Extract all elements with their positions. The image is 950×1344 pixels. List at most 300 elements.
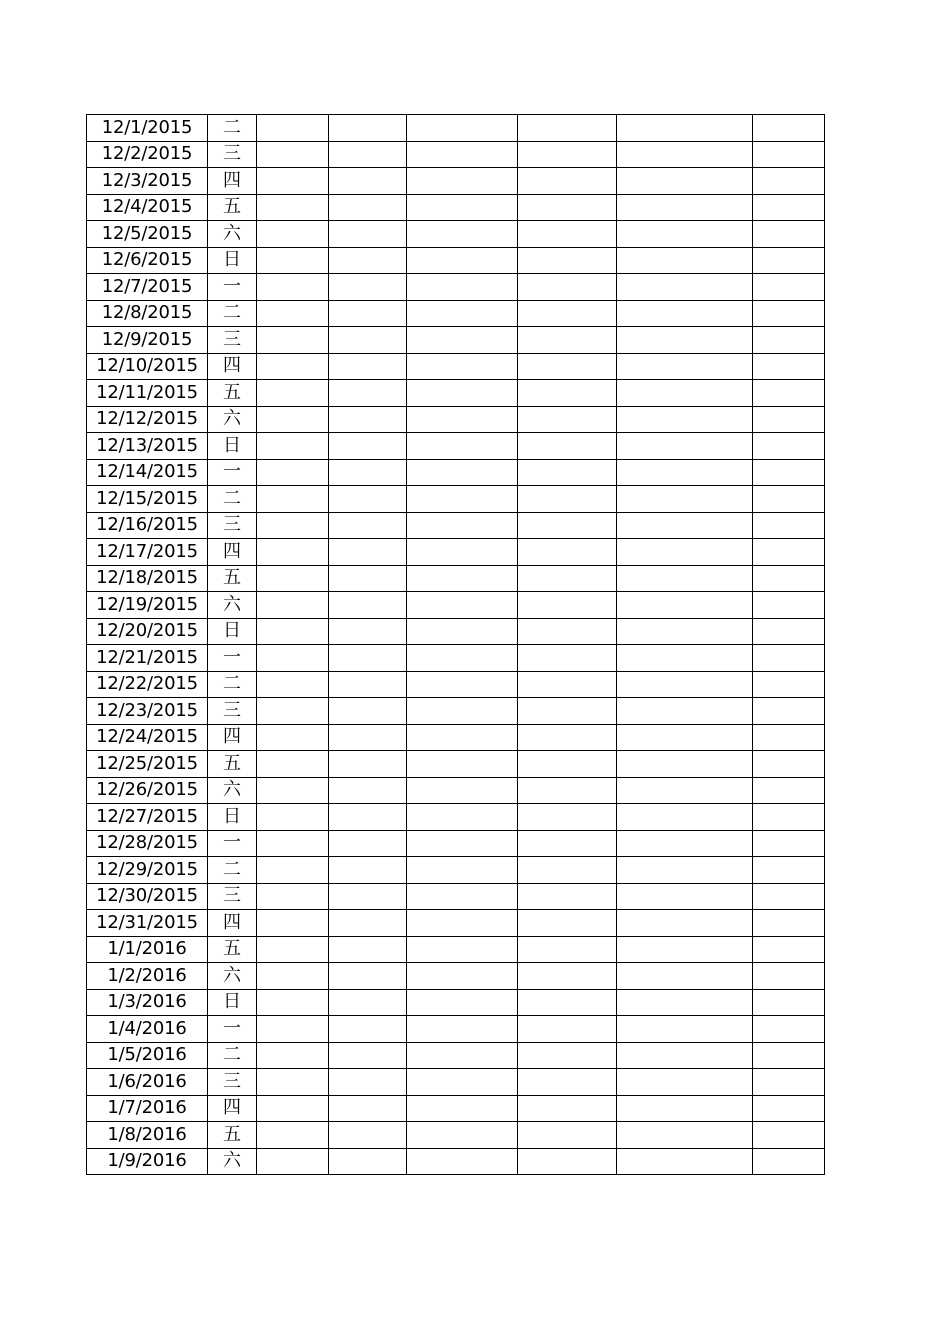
empty-cell — [518, 804, 617, 831]
empty-cell — [753, 459, 825, 486]
empty-cell — [617, 539, 753, 566]
date-cell: 1/9/2016 — [87, 1148, 208, 1175]
empty-cell — [407, 194, 518, 221]
empty-cell — [617, 883, 753, 910]
empty-cell — [329, 274, 407, 301]
empty-cell — [407, 618, 518, 645]
table-row — [87, 300, 825, 327]
empty-cell — [617, 1148, 753, 1175]
empty-cell — [617, 910, 753, 937]
empty-cell — [518, 300, 617, 327]
empty-cell — [518, 777, 617, 804]
empty-cell — [257, 353, 329, 380]
empty-cell — [329, 1148, 407, 1175]
date-cell: 12/6/2015 — [87, 247, 208, 274]
empty-cell — [518, 989, 617, 1016]
empty-cell — [617, 459, 753, 486]
weekday-cell: 六 — [208, 1148, 257, 1175]
empty-cell — [518, 115, 617, 142]
empty-cell — [257, 777, 329, 804]
empty-cell — [407, 327, 518, 354]
empty-cell — [329, 486, 407, 513]
empty-cell — [329, 777, 407, 804]
empty-cell — [257, 989, 329, 1016]
schedule-table — [86, 114, 825, 1175]
empty-cell — [753, 141, 825, 168]
empty-cell — [329, 698, 407, 725]
empty-cell — [257, 857, 329, 884]
empty-cell — [407, 830, 518, 857]
empty-cell — [518, 592, 617, 619]
empty-cell — [329, 565, 407, 592]
empty-cell — [617, 1016, 753, 1043]
empty-cell — [329, 406, 407, 433]
table-row — [87, 565, 825, 592]
empty-cell — [518, 1095, 617, 1122]
table-row — [87, 592, 825, 619]
empty-cell — [518, 963, 617, 990]
empty-cell — [257, 115, 329, 142]
table-row — [87, 115, 825, 142]
weekday-cell: 四 — [208, 168, 257, 195]
empty-cell — [329, 539, 407, 566]
table-body — [87, 115, 825, 1175]
empty-cell — [407, 168, 518, 195]
table-row — [87, 1016, 825, 1043]
weekday-cell: 五 — [208, 194, 257, 221]
empty-cell — [753, 221, 825, 248]
empty-cell — [257, 327, 329, 354]
empty-cell — [617, 804, 753, 831]
empty-cell — [329, 936, 407, 963]
empty-cell — [329, 618, 407, 645]
table-row — [87, 1148, 825, 1175]
empty-cell — [617, 406, 753, 433]
date-cell: 12/13/2015 — [87, 433, 208, 460]
empty-cell — [407, 804, 518, 831]
empty-cell — [753, 989, 825, 1016]
weekday-cell: 三 — [208, 512, 257, 539]
empty-cell — [329, 1016, 407, 1043]
empty-cell — [518, 141, 617, 168]
empty-cell — [753, 883, 825, 910]
empty-cell — [753, 857, 825, 884]
empty-cell — [518, 565, 617, 592]
table-row — [87, 751, 825, 778]
date-cell: 12/19/2015 — [87, 592, 208, 619]
empty-cell — [753, 512, 825, 539]
empty-cell — [407, 883, 518, 910]
empty-cell — [329, 380, 407, 407]
empty-cell — [753, 751, 825, 778]
empty-cell — [617, 963, 753, 990]
empty-cell — [407, 936, 518, 963]
empty-cell — [518, 883, 617, 910]
empty-cell — [407, 274, 518, 301]
weekday-cell: 三 — [208, 1069, 257, 1096]
empty-cell — [257, 645, 329, 672]
empty-cell — [407, 1148, 518, 1175]
empty-cell — [518, 645, 617, 672]
empty-cell — [753, 1148, 825, 1175]
table-row — [87, 459, 825, 486]
empty-cell — [617, 247, 753, 274]
empty-cell — [518, 380, 617, 407]
empty-cell — [329, 327, 407, 354]
empty-cell — [257, 698, 329, 725]
empty-cell — [329, 883, 407, 910]
empty-cell — [753, 1122, 825, 1149]
empty-cell — [407, 1042, 518, 1069]
empty-cell — [753, 804, 825, 831]
empty-cell — [407, 1122, 518, 1149]
empty-cell — [407, 221, 518, 248]
empty-cell — [257, 592, 329, 619]
date-cell: 12/24/2015 — [87, 724, 208, 751]
table-row — [87, 247, 825, 274]
date-cell: 12/8/2015 — [87, 300, 208, 327]
empty-cell — [329, 1122, 407, 1149]
empty-cell — [329, 353, 407, 380]
empty-cell — [407, 141, 518, 168]
empty-cell — [329, 1042, 407, 1069]
empty-cell — [753, 592, 825, 619]
empty-cell — [407, 724, 518, 751]
empty-cell — [329, 1095, 407, 1122]
empty-cell — [407, 406, 518, 433]
empty-cell — [617, 1069, 753, 1096]
empty-cell — [407, 539, 518, 566]
date-cell: 12/2/2015 — [87, 141, 208, 168]
empty-cell — [518, 910, 617, 937]
empty-cell — [753, 671, 825, 698]
empty-cell — [518, 433, 617, 460]
empty-cell — [617, 618, 753, 645]
empty-cell — [753, 1042, 825, 1069]
table-row — [87, 777, 825, 804]
empty-cell — [257, 936, 329, 963]
date-cell: 12/18/2015 — [87, 565, 208, 592]
empty-cell — [518, 724, 617, 751]
empty-cell — [518, 327, 617, 354]
empty-cell — [753, 194, 825, 221]
empty-cell — [753, 777, 825, 804]
empty-cell — [257, 830, 329, 857]
empty-cell — [753, 300, 825, 327]
empty-cell — [617, 645, 753, 672]
weekday-cell: 日 — [208, 247, 257, 274]
weekday-cell: 日 — [208, 618, 257, 645]
table-row — [87, 194, 825, 221]
table-row — [87, 1042, 825, 1069]
empty-cell — [407, 592, 518, 619]
empty-cell — [617, 936, 753, 963]
empty-cell — [257, 963, 329, 990]
table-row — [87, 353, 825, 380]
empty-cell — [617, 989, 753, 1016]
table-row — [87, 1122, 825, 1149]
empty-cell — [617, 353, 753, 380]
table-row — [87, 168, 825, 195]
table-row — [87, 671, 825, 698]
empty-cell — [257, 406, 329, 433]
empty-cell — [407, 433, 518, 460]
empty-cell — [329, 724, 407, 751]
weekday-cell: 六 — [208, 592, 257, 619]
weekday-cell: 三 — [208, 141, 257, 168]
empty-cell — [617, 830, 753, 857]
date-cell: 12/10/2015 — [87, 353, 208, 380]
empty-cell — [257, 512, 329, 539]
empty-cell — [753, 380, 825, 407]
empty-cell — [753, 565, 825, 592]
empty-cell — [518, 830, 617, 857]
empty-cell — [753, 168, 825, 195]
table-row — [87, 857, 825, 884]
empty-cell — [753, 698, 825, 725]
empty-cell — [407, 1069, 518, 1096]
weekday-cell: 五 — [208, 565, 257, 592]
empty-cell — [407, 565, 518, 592]
empty-cell — [257, 1148, 329, 1175]
empty-cell — [753, 486, 825, 513]
empty-cell — [617, 1122, 753, 1149]
date-cell: 12/5/2015 — [87, 221, 208, 248]
empty-cell — [617, 565, 753, 592]
empty-cell — [518, 1069, 617, 1096]
empty-cell — [329, 989, 407, 1016]
weekday-cell: 日 — [208, 804, 257, 831]
empty-cell — [617, 1042, 753, 1069]
empty-cell — [617, 380, 753, 407]
empty-cell — [257, 459, 329, 486]
empty-cell — [518, 751, 617, 778]
empty-cell — [257, 618, 329, 645]
weekday-cell: 四 — [208, 910, 257, 937]
table-row — [87, 989, 825, 1016]
empty-cell — [407, 989, 518, 1016]
date-cell: 1/1/2016 — [87, 936, 208, 963]
empty-cell — [617, 221, 753, 248]
weekday-cell: 一 — [208, 1016, 257, 1043]
empty-cell — [257, 671, 329, 698]
table-row — [87, 221, 825, 248]
empty-cell — [329, 910, 407, 937]
empty-cell — [753, 910, 825, 937]
date-cell: 12/7/2015 — [87, 274, 208, 301]
date-cell: 12/30/2015 — [87, 883, 208, 910]
empty-cell — [617, 168, 753, 195]
weekday-cell: 二 — [208, 1042, 257, 1069]
empty-cell — [329, 247, 407, 274]
empty-cell — [257, 300, 329, 327]
empty-cell — [329, 857, 407, 884]
weekday-cell: 六 — [208, 406, 257, 433]
empty-cell — [407, 910, 518, 937]
empty-cell — [617, 751, 753, 778]
date-cell: 12/12/2015 — [87, 406, 208, 433]
empty-cell — [617, 671, 753, 698]
empty-cell — [753, 1095, 825, 1122]
empty-cell — [753, 274, 825, 301]
weekday-cell: 三 — [208, 698, 257, 725]
empty-cell — [753, 353, 825, 380]
empty-cell — [407, 486, 518, 513]
empty-cell — [617, 1095, 753, 1122]
empty-cell — [617, 512, 753, 539]
empty-cell — [329, 830, 407, 857]
empty-cell — [329, 194, 407, 221]
empty-cell — [753, 406, 825, 433]
empty-cell — [407, 1016, 518, 1043]
date-cell: 12/21/2015 — [87, 645, 208, 672]
empty-cell — [407, 751, 518, 778]
empty-cell — [257, 274, 329, 301]
empty-cell — [407, 115, 518, 142]
empty-cell — [257, 194, 329, 221]
weekday-cell: 日 — [208, 433, 257, 460]
empty-cell — [407, 671, 518, 698]
empty-cell — [257, 565, 329, 592]
empty-cell — [617, 857, 753, 884]
empty-cell — [518, 194, 617, 221]
empty-cell — [518, 1122, 617, 1149]
date-cell: 12/20/2015 — [87, 618, 208, 645]
empty-cell — [329, 1069, 407, 1096]
weekday-cell: 五 — [208, 936, 257, 963]
empty-cell — [617, 777, 753, 804]
empty-cell — [257, 1016, 329, 1043]
empty-cell — [407, 512, 518, 539]
weekday-cell: 五 — [208, 380, 257, 407]
table-row — [87, 274, 825, 301]
empty-cell — [407, 247, 518, 274]
weekday-cell: 六 — [208, 221, 257, 248]
weekday-cell: 三 — [208, 883, 257, 910]
empty-cell — [257, 910, 329, 937]
date-cell: 12/16/2015 — [87, 512, 208, 539]
date-cell: 12/27/2015 — [87, 804, 208, 831]
empty-cell — [407, 353, 518, 380]
empty-cell — [407, 459, 518, 486]
empty-cell — [753, 115, 825, 142]
empty-cell — [407, 1095, 518, 1122]
empty-cell — [329, 645, 407, 672]
empty-cell — [753, 539, 825, 566]
empty-cell — [257, 804, 329, 831]
empty-cell — [329, 804, 407, 831]
date-cell: 1/8/2016 — [87, 1122, 208, 1149]
empty-cell — [518, 936, 617, 963]
table-row — [87, 380, 825, 407]
table-row — [87, 883, 825, 910]
empty-cell — [407, 380, 518, 407]
empty-cell — [329, 512, 407, 539]
empty-cell — [617, 194, 753, 221]
empty-cell — [257, 221, 329, 248]
weekday-cell: 六 — [208, 963, 257, 990]
table-row — [87, 804, 825, 831]
weekday-cell: 一 — [208, 645, 257, 672]
table-row — [87, 433, 825, 460]
empty-cell — [518, 459, 617, 486]
empty-cell — [329, 751, 407, 778]
empty-cell — [329, 592, 407, 619]
empty-cell — [407, 857, 518, 884]
date-cell: 12/1/2015 — [87, 115, 208, 142]
empty-cell — [518, 539, 617, 566]
empty-cell — [257, 539, 329, 566]
empty-cell — [257, 1095, 329, 1122]
date-cell: 12/14/2015 — [87, 459, 208, 486]
table-row — [87, 830, 825, 857]
empty-cell — [407, 777, 518, 804]
table-row — [87, 936, 825, 963]
empty-cell — [518, 1042, 617, 1069]
empty-cell — [407, 645, 518, 672]
empty-cell — [257, 247, 329, 274]
empty-cell — [257, 141, 329, 168]
empty-cell — [753, 433, 825, 460]
empty-cell — [518, 406, 617, 433]
date-cell: 1/6/2016 — [87, 1069, 208, 1096]
empty-cell — [753, 830, 825, 857]
empty-cell — [329, 141, 407, 168]
date-cell: 1/7/2016 — [87, 1095, 208, 1122]
weekday-cell: 二 — [208, 671, 257, 698]
empty-cell — [753, 724, 825, 751]
table-row — [87, 539, 825, 566]
empty-cell — [518, 671, 617, 698]
date-cell: 12/9/2015 — [87, 327, 208, 354]
table-row — [87, 141, 825, 168]
empty-cell — [257, 168, 329, 195]
empty-cell — [518, 1148, 617, 1175]
empty-cell — [753, 963, 825, 990]
date-cell: 12/15/2015 — [87, 486, 208, 513]
date-cell: 12/29/2015 — [87, 857, 208, 884]
weekday-cell: 二 — [208, 857, 257, 884]
empty-cell — [617, 300, 753, 327]
empty-cell — [617, 433, 753, 460]
weekday-cell: 五 — [208, 751, 257, 778]
empty-cell — [257, 433, 329, 460]
empty-cell — [617, 486, 753, 513]
empty-cell — [329, 115, 407, 142]
empty-cell — [753, 936, 825, 963]
empty-cell — [257, 883, 329, 910]
empty-cell — [617, 327, 753, 354]
empty-cell — [518, 698, 617, 725]
empty-cell — [753, 618, 825, 645]
date-cell: 1/5/2016 — [87, 1042, 208, 1069]
weekday-cell: 日 — [208, 989, 257, 1016]
date-cell: 12/17/2015 — [87, 539, 208, 566]
weekday-cell: 四 — [208, 724, 257, 751]
table-row — [87, 512, 825, 539]
weekday-cell: 三 — [208, 327, 257, 354]
weekday-cell: 五 — [208, 1122, 257, 1149]
table-row — [87, 1069, 825, 1096]
weekday-cell: 一 — [208, 274, 257, 301]
table-row — [87, 618, 825, 645]
empty-cell — [257, 1069, 329, 1096]
date-cell: 12/3/2015 — [87, 168, 208, 195]
table-row — [87, 327, 825, 354]
empty-cell — [329, 459, 407, 486]
empty-cell — [617, 592, 753, 619]
empty-cell — [407, 698, 518, 725]
